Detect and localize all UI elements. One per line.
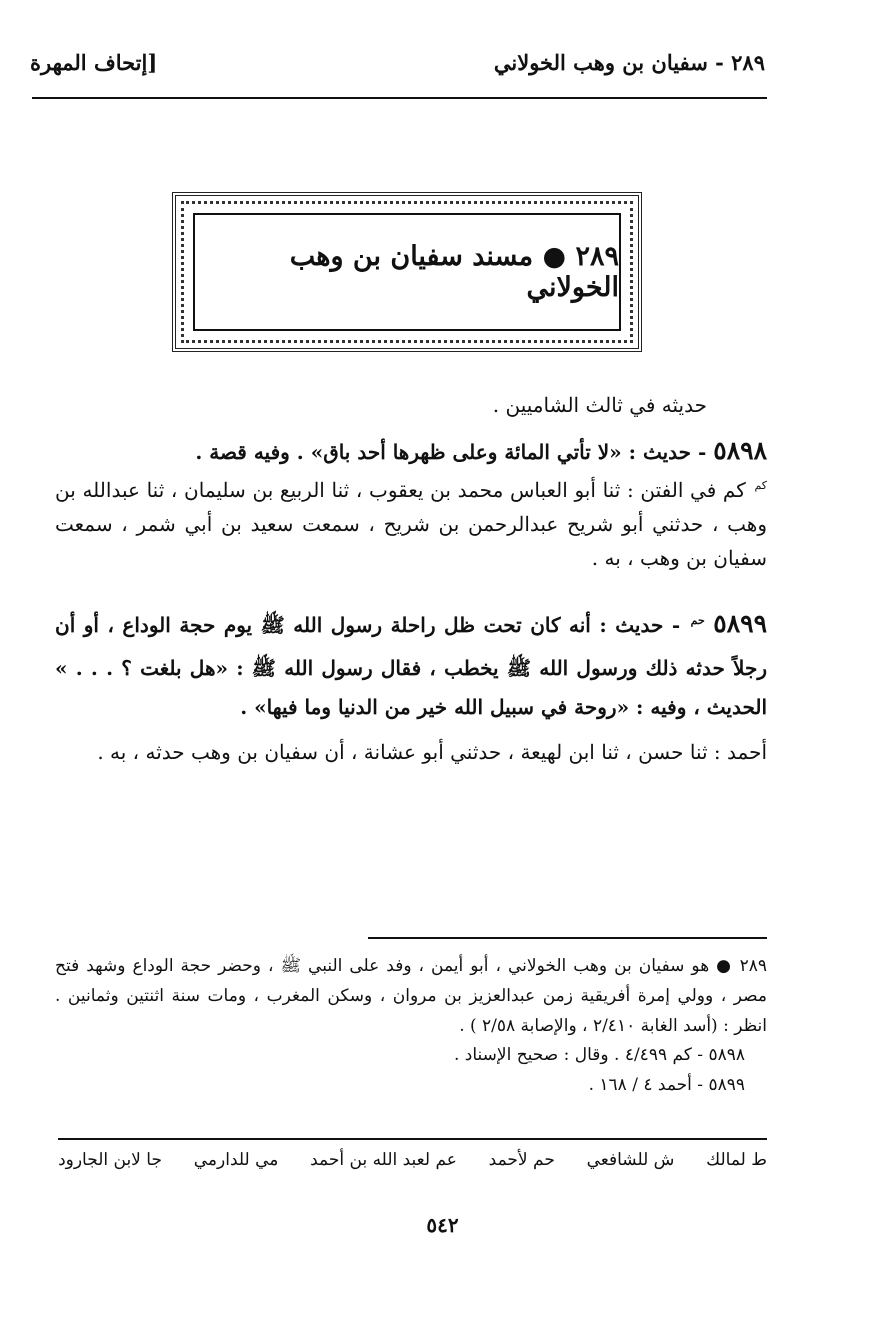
running-header-book: [إتحاف المهرة xyxy=(30,50,158,75)
intro-text: حديثه في ثالث الشاميين . xyxy=(492,393,707,417)
abbr-item: حم لأحمد xyxy=(488,1150,555,1170)
ornamental-frame xyxy=(172,192,642,352)
abbr-item: جا لابن الجارود xyxy=(58,1150,162,1170)
abbr-item: مي للدارمي xyxy=(193,1150,279,1170)
footnote-5898: ٥٨٩٨ - كم ٤/٤٩٩ . وقال : صحيح الإسناد . xyxy=(453,1045,745,1066)
ornamental-border-pattern xyxy=(181,201,633,343)
hadith-isnad xyxy=(55,473,767,575)
source-mark: حم xyxy=(690,614,705,628)
hadith-isnad xyxy=(55,733,767,772)
abbreviations-rule xyxy=(58,1138,767,1140)
hadith-text xyxy=(55,600,767,727)
abbr-item: ش للشافعي xyxy=(586,1150,675,1170)
source-mark: كم xyxy=(754,478,767,492)
footnote-5899: ٥٨٩٩ - أحمد ٤ / ١٦٨ . xyxy=(588,1075,745,1095)
hadith-entry-5898 xyxy=(55,430,767,575)
intro-line xyxy=(55,388,767,422)
footnotes xyxy=(55,952,767,1101)
hadith-entry-5899 xyxy=(55,600,767,772)
isnad-text: أحمد : ثنا حسن ، ثنا ابن لهيعة ، حدثني أبو عشانة ، أن سفيان بن وهب حدثه ، به . xyxy=(97,739,767,764)
footnote-biography: ٢٨٩ ● هو سفيان بن وهب الخولاني ، أبو أيمن ، وفد على النبي ﷺ ، وحضر حجة الوداع وشهد فتح مصر ، وولي إمرة أفريقية زمن عبدالعزيز بن مروان ، وسكن المغرب ، ومات سنة اثنتين وثمانين . انظر : (أسد الغابة ٢/٤١٠ ، والإصابة ٢/٥٨ ) . xyxy=(55,956,767,1036)
abbr-item: عم لعبد الله بن أحمد xyxy=(310,1150,457,1170)
running-header-title: ٢٨٩ - سفيان بن وهب الخولاني xyxy=(493,50,765,75)
isnad-text: كم في الفتن : ثنا أبو العباس محمد بن يعقوب ، ثنا الربيع بن سليمان ، ثنا عبدالله بن وهب ، حدثني أبو شريح عبدالرحمن بن شريح ، سمعت سعيد بن أبي شمر ، سمعت سفيان بن وهب ، به . xyxy=(55,477,767,570)
abbr-item: ط لمالك xyxy=(706,1150,767,1170)
header-rule xyxy=(32,97,767,99)
hadith-number: ٥٨٩٩ xyxy=(713,609,767,638)
hadith-number: ٥٨٩٨ xyxy=(713,436,767,465)
abbreviations-key xyxy=(58,1150,767,1170)
hadith-matn: - حديث : أنه كان تحت ظل راحلة رسول الله ﷺ يوم حجة الوداع ، أو أن رجلاً حدثه ذلك ورسول الله ﷺ يخطب ، فقال رسول الله ﷺ : «هل بلغت ؟ . . . » الحديث ، وفيه : «روحة في سبيل الله خير من الدنيا وما فيها» . xyxy=(55,613,767,719)
hadith-text xyxy=(55,430,767,473)
section-title-box xyxy=(193,213,621,331)
hadith-matn: - حديث : «لا تأتي المائة وعلى ظهرها أحد باق» . وفيه قصة . xyxy=(195,440,707,464)
section-title: ٢٨٩ ● مسند سفيان بن وهب الخولاني xyxy=(289,241,619,303)
page-number: ٥٤٢ xyxy=(426,1213,459,1237)
footnote-rule xyxy=(368,937,767,939)
